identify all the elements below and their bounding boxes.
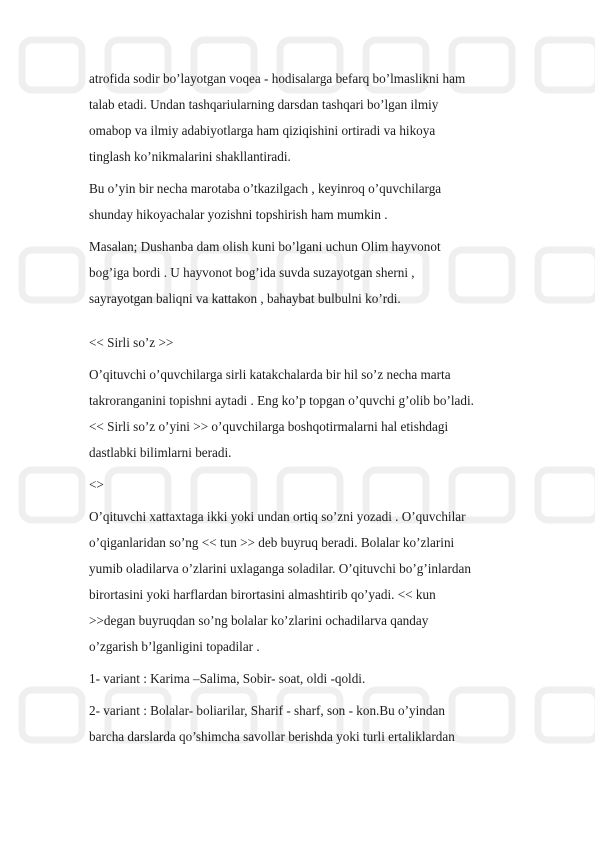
text-line: omabop va ilmiy adabiyotlarga ham qiziqishini ortiradi va hikoya bbox=[89, 123, 436, 138]
text-line: o’zgarish b’lganligini topadilar . bbox=[89, 639, 260, 654]
text-line: >>degan buyruqdan so’ng bolalar ko’zlarini ochadilarva qanday bbox=[89, 613, 429, 628]
text-line: dastlabki bilimlarni beradi. bbox=[89, 445, 232, 460]
text-line: sayrayotgan baliqni va kattakon , bahaybat bulbulni ko’rdi. bbox=[89, 291, 401, 306]
paragraph-1 bbox=[89, 66, 529, 170]
text-line: O’qituvchi o’quvchilarga sirli katakchalarda bir hil so’z necha marta bbox=[89, 367, 451, 382]
paragraph-5 bbox=[89, 362, 529, 466]
text-line: birortasini yoki harflardan birortasini almashtirib qo’yadi. << kun bbox=[89, 587, 436, 602]
variant-1 bbox=[89, 666, 529, 692]
document-body bbox=[89, 66, 529, 756]
text-line: o’qiganlaridan so’ng << tun >> deb buyruq beradi. Bolalar ko’zlarini bbox=[89, 535, 455, 550]
text-line: bog’iga bordi . U hayvonot bog’ida suvda suzayotgan sherni , bbox=[89, 265, 415, 280]
text-line: << Sirli so’z >> bbox=[89, 335, 174, 350]
text-line: << Sirli so’z o’yini >> o’quvchilarga boshqotirmalarni hal etishdagi bbox=[89, 419, 449, 434]
section-heading-empty bbox=[89, 472, 529, 498]
variant-2 bbox=[89, 698, 529, 750]
text-line: talab etadi. Undan tashqariularning darsdan tashqari bo’lgan ilmiy bbox=[89, 97, 439, 112]
text-line: Bu o’yin bir necha marotaba o’tkazilgach , keyinroq o’quvchilarga bbox=[89, 181, 442, 196]
text-line: 1- variant : Karima –Salima, Sobir- soat, oldi -qoldi. bbox=[89, 671, 366, 686]
text-line: takroranganini topishni aytadi . Eng ko’p topgan o’quvchi g’olib bo’ladi. bbox=[89, 393, 474, 408]
text-line: Masalan; Dushanba dam olish kuni bo’lgani uchun Olim hayvonot bbox=[89, 239, 441, 254]
section-heading-sirli-soz bbox=[89, 330, 529, 356]
text-line: O’qituvchi xattaxtaga ikki yoki undan ortiq so’zni yozadi . O’quvchilar bbox=[89, 509, 466, 524]
text-line: <> bbox=[89, 477, 104, 492]
text-line: yumib oladilarva o’zlarini uxlaganga soladilar. O’qituvchi bo’g’inlardan bbox=[89, 561, 471, 576]
paragraph-3 bbox=[89, 234, 529, 312]
text-line: barcha darslarda qo’shimcha savollar berishda yoki turli ertaliklardan bbox=[89, 729, 455, 744]
text-line: atrofida sodir bo’layotgan voqea - hodisalarga befarq bo’lmaslikni ham bbox=[89, 71, 466, 86]
text-line: tinglash ko’nikmalarini shakllantiradi. bbox=[89, 149, 291, 164]
text-line: shunday hikoyachalar yozishni topshirish ham mumkin . bbox=[89, 207, 388, 222]
paragraph-7 bbox=[89, 504, 529, 660]
paragraph-2 bbox=[89, 176, 529, 228]
text-line: 2- variant : Bolalar- boliarilar, Sharif - sharf, son - kon.Bu o’yindan bbox=[89, 703, 445, 718]
